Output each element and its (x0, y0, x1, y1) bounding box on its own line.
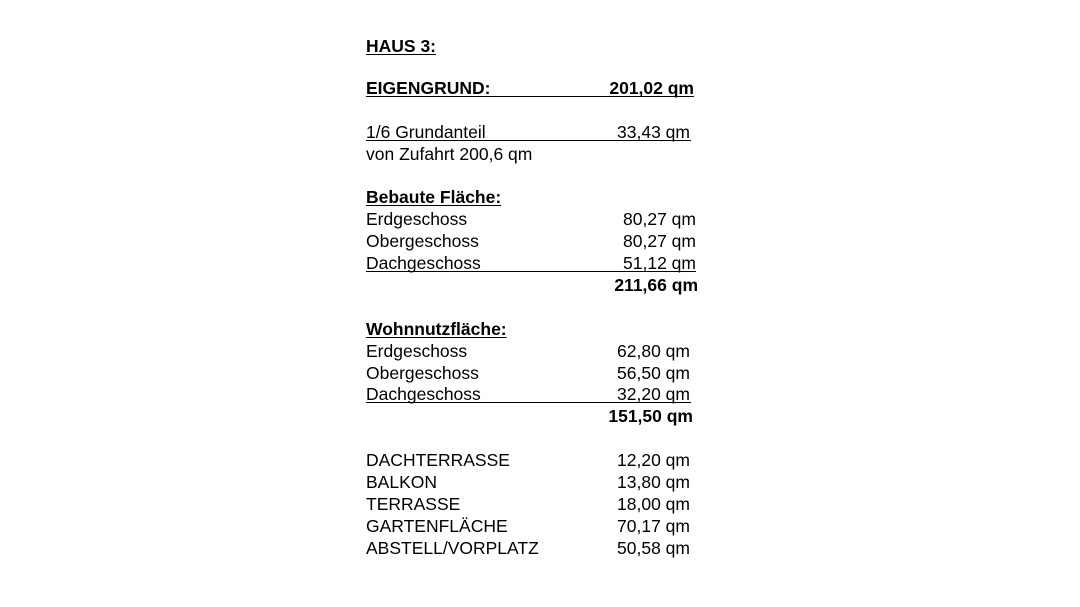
bebaute-row-value: 51,12 qm (623, 253, 696, 273)
grundanteil-underline (366, 140, 691, 141)
extra-item-label: BALKON (366, 472, 437, 492)
extra-item-value: 70,17 qm (617, 516, 690, 536)
wohnnutz-row-value: 32,20 qm (617, 384, 690, 404)
extra-item-value: 13,80 qm (617, 472, 690, 492)
bebaute-sum-line (366, 271, 696, 272)
wohnnutz-row-label: Obergeschoss (366, 363, 479, 383)
house-heading: HAUS 3: (366, 36, 437, 56)
bebaute-total: 211,66 qm (614, 275, 698, 295)
extra-item-value: 18,00 qm (617, 494, 690, 514)
eigengrund-label: EIGENGRUND: (366, 78, 491, 98)
eigengrund-value: 201,02 qm (609, 78, 694, 98)
eigengrund-underline (366, 96, 694, 97)
grundanteil-label: 1/6 Grundanteil (366, 122, 486, 142)
extra-item-label: DACHTERRASSE (366, 450, 510, 470)
wohnnutz-heading: Wohnnutzfläche: (366, 319, 507, 339)
bebaute-row-label: Obergeschoss (366, 231, 479, 251)
bebaute-row-label: Dachgeschoss (366, 253, 481, 273)
extra-item-label: GARTENFLÄCHE (366, 516, 508, 536)
wohnnutz-row-label: Dachgeschoss (366, 384, 481, 404)
grundanteil-note: von Zufahrt 200,6 qm (366, 144, 533, 164)
bebaute-row-value: 80,27 qm (623, 209, 696, 229)
bebaute-row-label: Erdgeschoss (366, 209, 468, 229)
bebaute-heading: Bebaute Fläche: (366, 187, 502, 207)
extra-item-value: 50,58 qm (617, 538, 690, 558)
grundanteil-value: 33,43 qm (617, 122, 690, 142)
bebaute-row-value: 80,27 qm (623, 231, 696, 251)
wohnnutz-row-value: 62,80 qm (617, 341, 690, 361)
extra-item-label: ABSTELL/VORPLATZ (366, 538, 539, 558)
wohnnutz-total: 151,50 qm (608, 406, 693, 426)
wohnnutz-row-label: Erdgeschoss (366, 341, 468, 361)
wohnnutz-sum-line (366, 402, 691, 403)
wohnnutz-row-value: 56,50 qm (617, 363, 690, 383)
extra-item-label: TERRASSE (366, 494, 461, 514)
extra-item-value: 12,20 qm (617, 450, 690, 470)
